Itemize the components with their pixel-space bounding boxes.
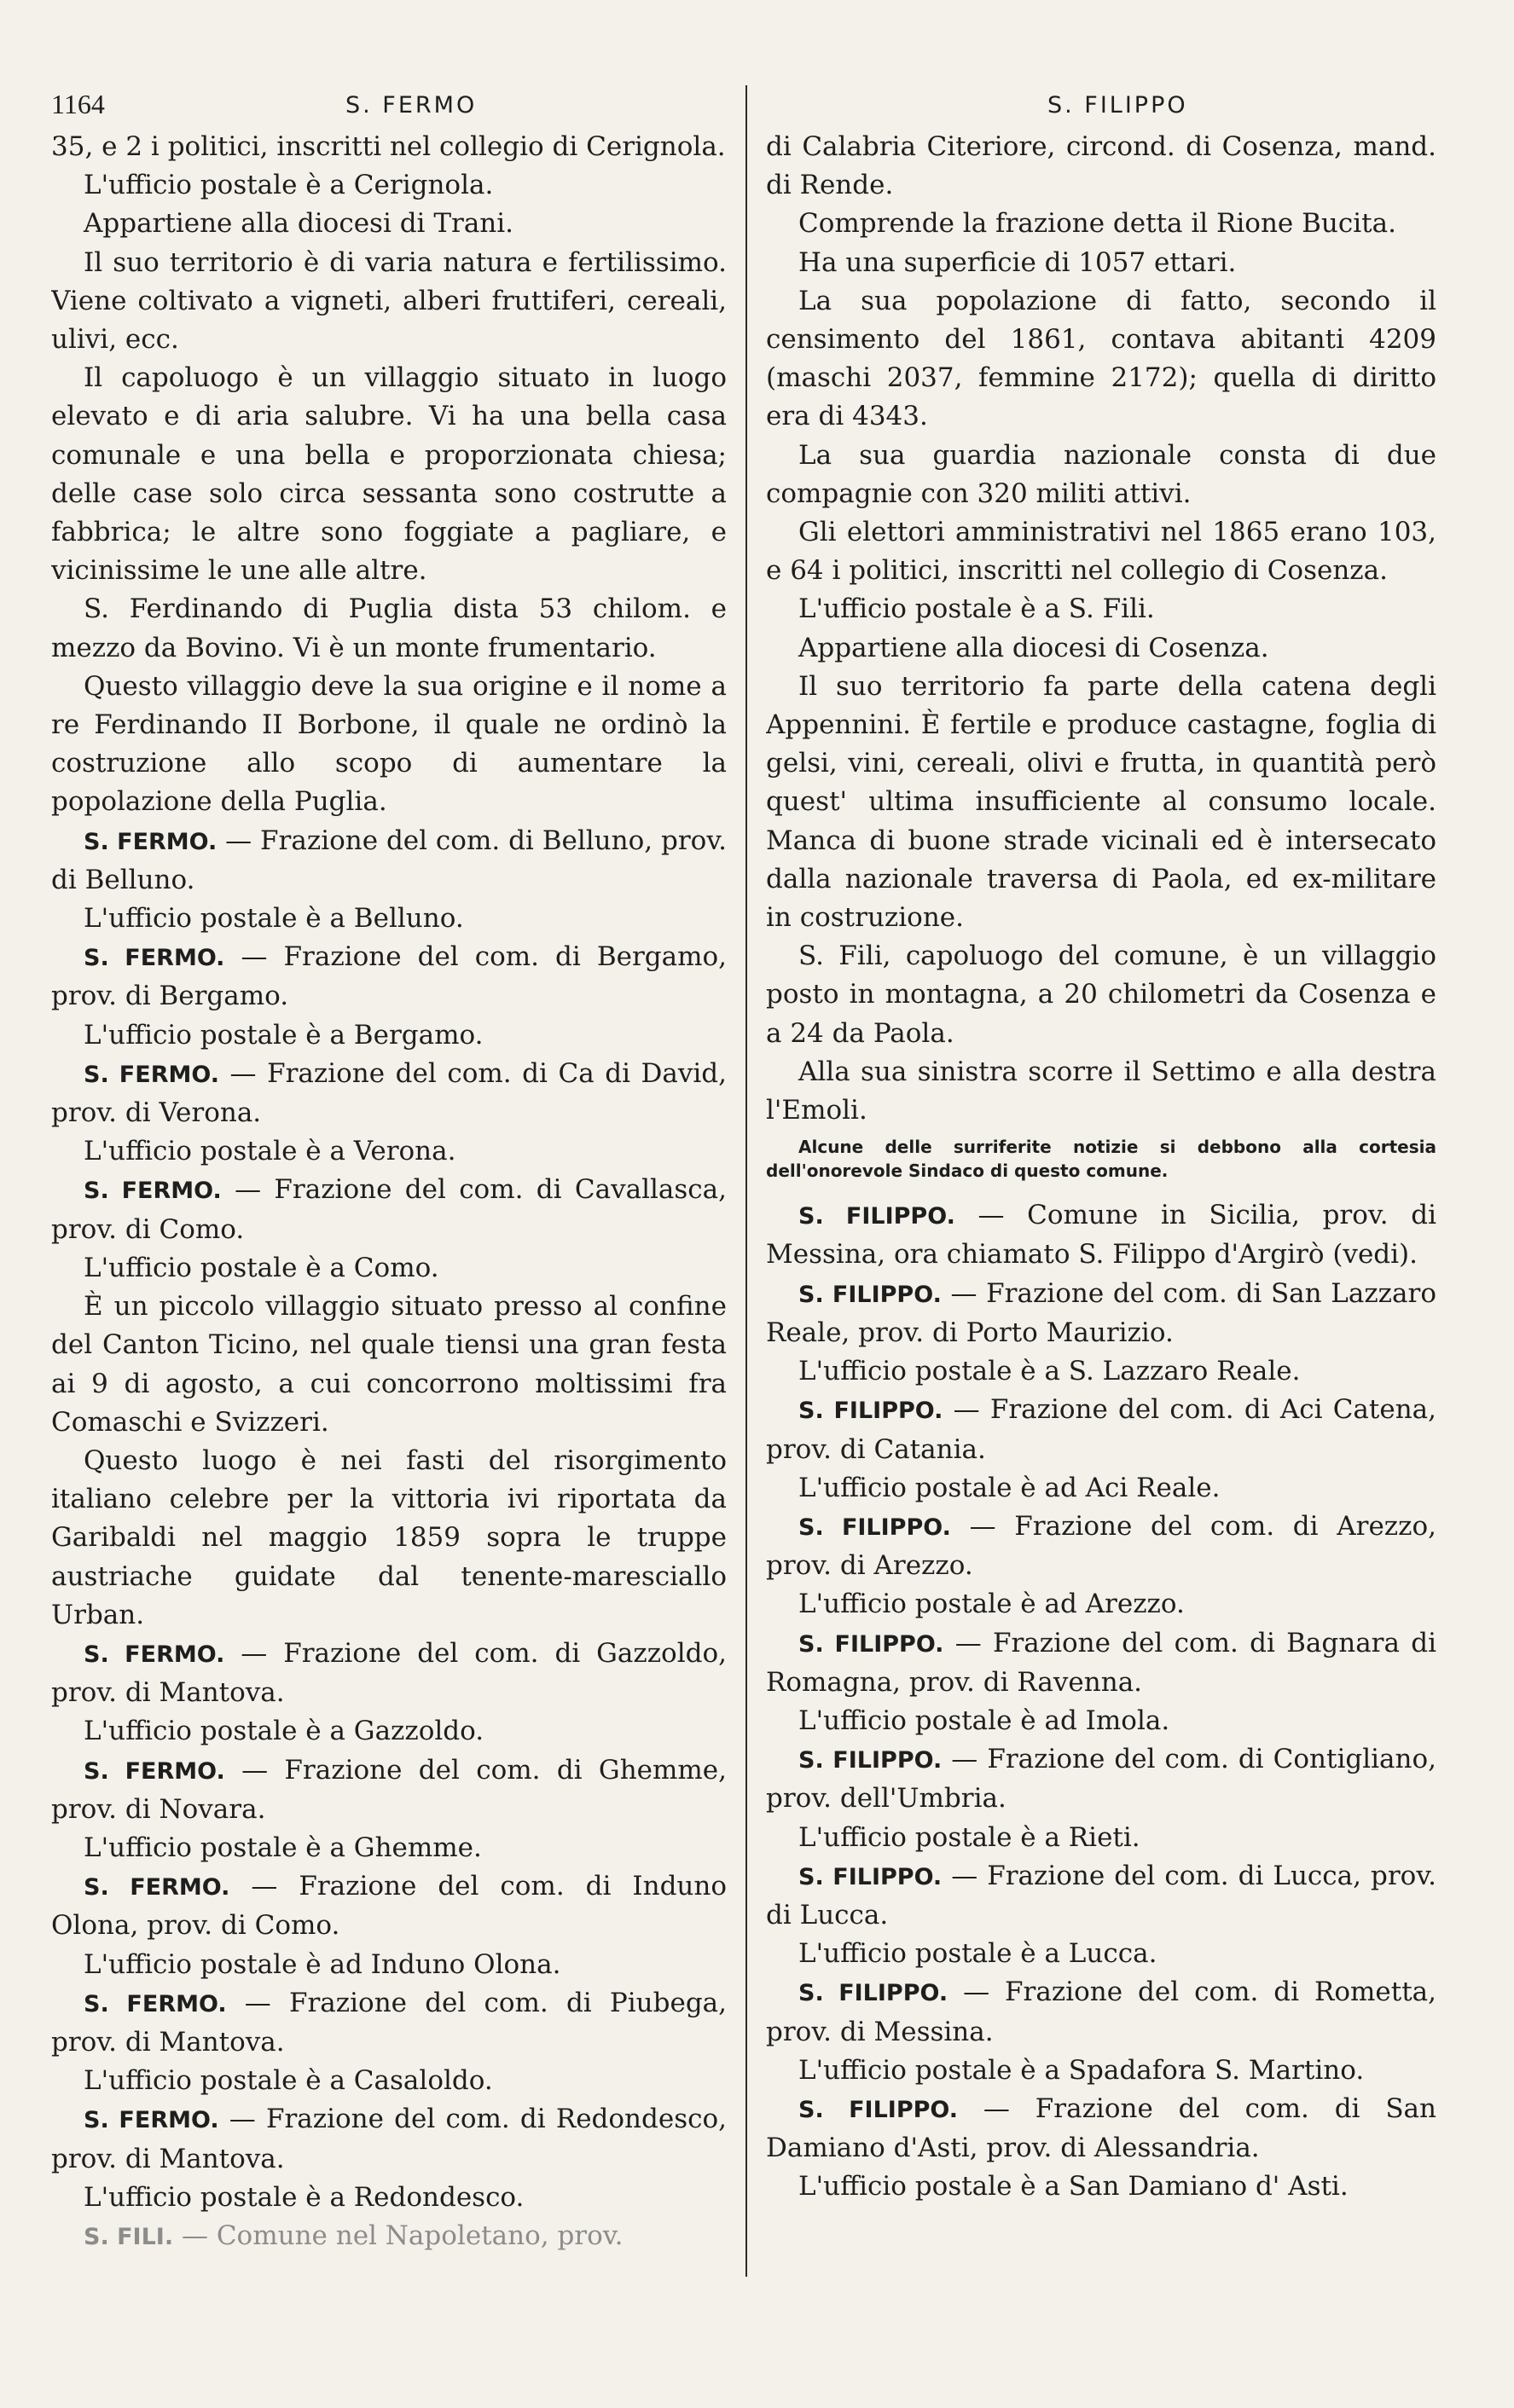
paragraph — [766, 668, 1436, 937]
entry-headword: S. FILIPPO. — [798, 1281, 942, 1308]
gazetteer-entry — [51, 1984, 727, 2062]
gazetteer-entry — [766, 1391, 1436, 1468]
paragraph — [766, 205, 1436, 243]
entry-text: L'ufficio postale è a Casaloldo. — [84, 2065, 493, 2097]
entry-text: S. Ferdinando di Puglia dista 53 chilom. e mezzo da Bovino. Vi è un monte frumentario. — [51, 593, 727, 663]
entry-text: — Frazione del com. di Belluno, prov. di Belluno. — [51, 825, 727, 895]
entry-text: L'ufficio postale è ad Arezzo. — [798, 1589, 1185, 1620]
paragraph — [766, 128, 1436, 205]
entry-text: L'ufficio postale è ad Induno Olona. — [84, 1948, 561, 1980]
footnote — [766, 1135, 1436, 1183]
entry-text: L'ufficio postale è a Cerignola. — [84, 170, 494, 201]
gazetteer-entry — [51, 2217, 727, 2256]
entry-text: L'ufficio postale è a San Damiano d' Asti. — [798, 2171, 1349, 2203]
paragraph — [766, 629, 1436, 668]
entry-text: L'ufficio postale è a Lucca. — [798, 1938, 1157, 1970]
entry-text: 35, e 2 i politici, inscritti nel collegio di Cerignola. — [51, 131, 726, 162]
paragraph — [51, 166, 727, 205]
entry-text: L'ufficio postale è a S. Lazzaro Reale. — [798, 1356, 1301, 1387]
gazetteer-entry — [766, 1508, 1436, 1585]
entry-text: — Frazione del com. di Cavallasca, prov. di Como. — [51, 1174, 727, 1245]
entry-text: Questo villaggio deve la sua origine e il nome a re Ferdinando II Borbone, il quale ne ordinò la costruzione allo scopo di aumentare la popolazione della Puglia. — [51, 670, 727, 818]
entry-headword: S. FILIPPO. — [798, 1747, 943, 1774]
entry-text: L'ufficio postale è a Ghemme. — [84, 1832, 482, 1863]
paragraph — [51, 128, 727, 166]
entry-text: L'ufficio postale è a Redondesco. — [84, 2181, 525, 2213]
entry-text: — Frazione del com. di San Damiano d'Asti, prov. di Alessandria. — [766, 2093, 1436, 2164]
gazetteer-entry — [51, 2100, 727, 2178]
gazetteer-entry — [766, 1857, 1436, 1935]
entry-text: Il suo territorio è di varia natura e fertilissimo. Viene coltivato a vigneti, alberi fruttiferi, cereali, ulivi, ecc. — [51, 246, 727, 356]
paragraph — [766, 282, 1436, 437]
entry-headword: S. FILIPPO. — [798, 1980, 948, 2007]
paragraph — [766, 1585, 1436, 1624]
paragraph — [766, 1053, 1436, 1130]
entry-headword: S. FERMO. — [84, 1757, 225, 1785]
entry-text: Il capoluogo è un villaggio situato in luogo elevato e di aria salubre. Vi ha una bella casa comunale e una bella e proporzionata chiesa; delle case solo circa sessanta sono costrutte a fabbrica; le altre sono foggiate a pagliare, e vicinissime le une alle altre. — [51, 362, 727, 587]
paragraph — [51, 1249, 727, 1288]
entry-text: L'ufficio postale è a Como. — [84, 1252, 439, 1283]
entry-headword: S. FILIPPO. — [798, 2096, 959, 2123]
gazetteer-entry — [766, 1196, 1436, 1274]
paragraph — [51, 205, 727, 243]
entry-headword: S. FERMO. — [84, 1061, 219, 1088]
entry-text: È un piccolo villaggio situato presso al confine del Canton Ticino, nel quale tiensi una gran festa ai 9 di agosto, a cui concorrono moltissimi fra Comaschi e Svizzeri. — [51, 1291, 727, 1438]
paragraph — [51, 1288, 727, 1442]
paragraph — [766, 1469, 1436, 1508]
entry-text: — Frazione del com. di Gazzoldo, prov. di Mantova. — [51, 1637, 727, 1709]
entry-text: Alla sua sinistra scorre il Settimo e alla destra l'Emoli. — [766, 1056, 1436, 1126]
column-divider — [745, 85, 747, 2277]
paragraph — [51, 590, 727, 667]
entry-text: La sua popolazione di fatto, secondo il censimento del 1861, contava abitanti 4209 (maschi 2037, femmine 2172); quella di diritto era di 4343. — [766, 285, 1436, 432]
paragraph — [51, 2179, 727, 2217]
entry-text: S. Fili, capoluogo del comune, è un villaggio posto in montagna, a 20 chilometri da Cosenza e a 24 da Paola. — [766, 941, 1436, 1049]
paragraph — [766, 2168, 1436, 2206]
entry-text: — Comune in Sicilia, prov. di Messina, ora chiamato S. Filippo d'Argirò (vedi). — [766, 1200, 1436, 1271]
entry-text: — Frazione del com. di Piubega, prov. di Mantova. — [51, 1987, 727, 2058]
entry-text: L'ufficio postale è a Spadafora S. Martino. — [798, 2054, 1365, 2086]
entry-text: — Frazione del com. di Aci Catena, prov. di Catania. — [766, 1394, 1436, 1465]
entry-headword: S. FERMO. — [84, 1178, 222, 1205]
gazetteer-entry — [766, 2090, 1436, 2168]
entry-text: Questo luogo è nei fasti del risorgimento italiano celebre per la vittoria ivi riportata da Garibaldi nel maggio 1859 sopra le truppe austriache guidate dal tenente-maresciallo Urban. — [51, 1444, 727, 1630]
entry-headword: S. FILI. — [84, 2223, 174, 2250]
entry-text: — Frazione del com. di Contigliano, prov. dell'Umbria. — [766, 1744, 1436, 1815]
gazetteer-entry — [51, 1751, 727, 1829]
gazetteer-entry — [766, 1275, 1436, 1352]
paragraph — [766, 513, 1436, 590]
entry-text: L'ufficio postale è a Verona. — [84, 1136, 456, 1167]
paragraph — [51, 668, 727, 822]
entry-text: — Frazione del com. di Ghemme, prov. di Novara. — [51, 1754, 727, 1825]
paragraph — [51, 900, 727, 938]
entry-text: Il suo territorio fa parte della catena degli Appennini. È fertile e produce castagne, foglia di gelsi, vini, cereali, olivi e frutta, in quantità però quest' ultima insufficiente al consumo locale. Manca di buone strade vicinali ed è intersecato dalla nazionale traversa di Paola, ed ex-militare in costruzione. — [766, 670, 1436, 934]
entry-text: Gli elettori amministrativi nel 1865 erano 103, e 64 i politici, inscritti nel collegio di Cosenza. — [766, 517, 1436, 587]
entry-headword: S. FERMO. — [84, 828, 218, 855]
gazetteer-entry — [766, 1624, 1436, 1702]
gazetteer-entry — [766, 1973, 1436, 2051]
paragraph — [766, 1935, 1436, 1973]
entry-headword: S. FERMO. — [84, 945, 225, 972]
paragraph — [51, 244, 727, 360]
paragraph — [766, 1702, 1436, 1740]
paragraph — [51, 1016, 727, 1055]
entry-text: La sua guardia nazionale consta di due compagnie con 320 militi attivi. — [766, 439, 1436, 509]
gazetteer-entry — [51, 938, 727, 1016]
right-running-head: S. FILIPPO — [1047, 92, 1188, 119]
entry-text: L'ufficio postale è ad Imola. — [798, 1705, 1170, 1736]
entry-text: — Frazione del com. di Lucca, prov. di Lucca. — [766, 1860, 1436, 1930]
entry-text: L'ufficio postale è ad Aci Reale. — [798, 1472, 1221, 1503]
entry-headword: S. FERMO. — [84, 2107, 219, 2134]
entry-text: — Frazione del com. di Bergamo, prov. di Bergamo. — [51, 941, 727, 1012]
entry-text: — Frazione del com. di Ca di David, prov. di Verona. — [51, 1057, 727, 1129]
paragraph — [766, 1819, 1436, 1857]
entry-text: — Frazione del com. di Bagnara di Romagna, prov. di Ravenna. — [766, 1627, 1436, 1698]
entry-text: L'ufficio postale è a Gazzoldo. — [84, 1716, 484, 1747]
gazetteer-entry — [51, 1867, 727, 1945]
page-header — [51, 89, 1459, 123]
paragraph — [51, 1132, 727, 1171]
paragraph — [51, 1442, 727, 1635]
gazetteer-entry — [51, 1171, 727, 1248]
entry-text: — Comune nel Napoletano, prov. — [181, 2220, 624, 2251]
entry-text: L'ufficio postale è a Belluno. — [84, 903, 464, 935]
entry-text: Appartiene alla diocesi di Cosenza. — [798, 632, 1269, 663]
entry-text: L'ufficio postale è a Rieti. — [798, 1821, 1140, 1853]
paragraph — [766, 937, 1436, 1053]
entry-text: — Frazione del com. di Arezzo, prov. di Arezzo. — [766, 1510, 1436, 1582]
entry-text: — Frazione del com. di Redondesco, prov. di Mantova. — [51, 2104, 727, 2174]
entry-headword: S. FILIPPO. — [798, 1203, 955, 1230]
gazetteer-entry — [51, 1055, 727, 1132]
left-running-head: S. FERMO — [345, 92, 478, 119]
entry-headword: S. FILIPPO. — [798, 1863, 943, 1890]
paragraph — [51, 1712, 727, 1751]
paragraph — [766, 437, 1436, 513]
gazetteer-entry — [51, 1635, 727, 1712]
entry-text: Ha una superficie di 1057 ettari. — [798, 246, 1237, 278]
left-column — [51, 128, 727, 2285]
paragraph — [766, 1352, 1436, 1391]
right-column — [766, 128, 1436, 2285]
entry-text: Appartiene alla diocesi di Trani. — [84, 208, 514, 240]
gazetteer-entry — [51, 822, 727, 900]
entry-text: Comprende la frazione detta il Rione Bucita. — [798, 208, 1396, 240]
entry-headword: S. FILIPPO. — [798, 1514, 951, 1541]
page-number: 1164 — [51, 89, 105, 119]
paragraph — [51, 359, 727, 590]
entry-text: — Frazione del com. di San Lazzaro Reale, prov. di Porto Maurizio. — [766, 1277, 1436, 1348]
entry-text: Alcune delle surriferite notizie si debbono alla cortesia dell'onorevole Sindaco di questo comune. — [766, 1137, 1436, 1182]
entry-headword: S. FERMO. — [84, 1990, 227, 2017]
entry-headword: S. FERMO. — [84, 1874, 230, 1902]
entry-text: L'ufficio postale è a Bergamo. — [84, 1019, 484, 1051]
gazetteer-entry — [766, 1740, 1436, 1818]
paragraph — [766, 244, 1436, 282]
entry-text: — Frazione del com. di Induno Olona, prov. di Como. — [51, 1871, 727, 1942]
entry-text: L'ufficio postale è a S. Fili. — [798, 593, 1155, 625]
paragraph — [51, 2062, 727, 2100]
paragraph — [766, 2052, 1436, 2090]
paragraph — [51, 1829, 727, 1867]
entry-text: di Calabria Citeriore, circond. di Cosenza, mand. di Rende. — [766, 131, 1436, 201]
entry-headword: S. FILIPPO. — [798, 1630, 944, 1658]
entry-headword: S. FERMO. — [84, 1641, 225, 1668]
entry-headword: S. FILIPPO. — [798, 1398, 943, 1425]
paragraph — [51, 1946, 727, 1984]
entry-text: — Frazione del com. di Rometta, prov. di Messina. — [766, 1977, 1436, 2047]
paragraph — [766, 590, 1436, 628]
